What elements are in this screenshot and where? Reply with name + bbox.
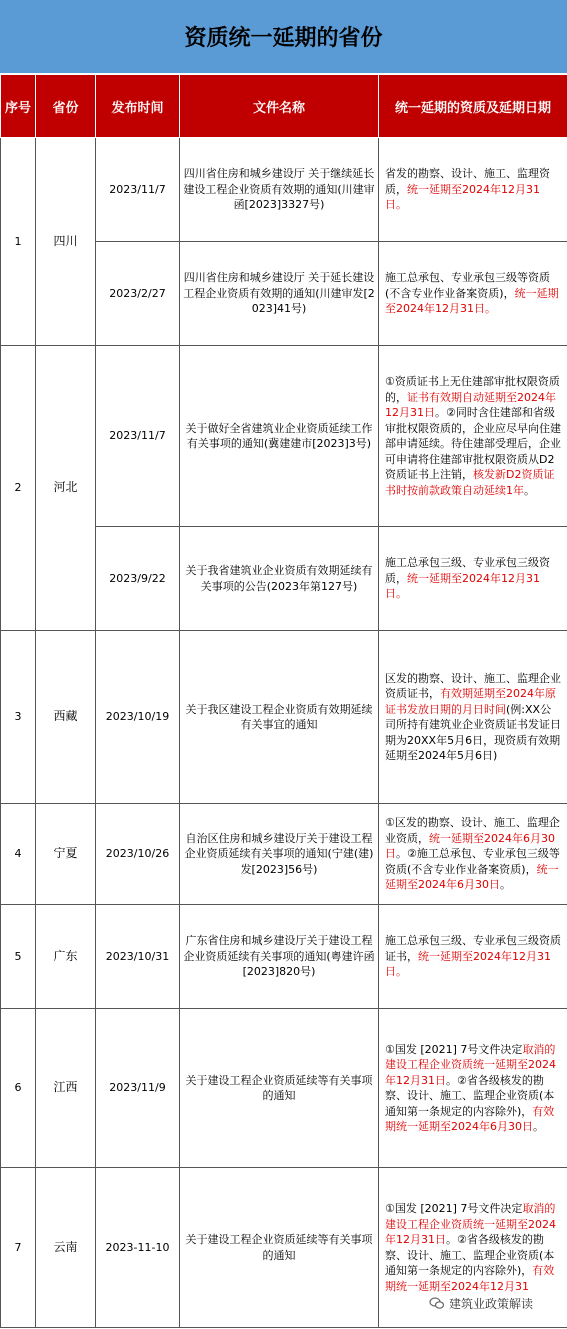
file-name: 关于我区建设工程企业资质有效期延续有关事宜的通知 <box>180 631 379 804</box>
detail-text: 。②施工总承包、专业承包三级等资质(不含专业作业备案资质)， <box>385 847 560 876</box>
extension-details <box>379 905 567 1009</box>
wechat-icon <box>429 1295 445 1311</box>
detail-text: (例:XX公司所持有建筑业企业资质证书发证日期为20XX年5月6日，现资质有效期延期至2024年5月6日) <box>385 702 561 762</box>
watermark <box>425 1293 537 1313</box>
header-province: 省份 <box>36 75 96 138</box>
detail-text: 。②省各级核发的勘察、设计、施工、监理企业资质(本通知第一条规定的内容除外)， <box>385 1073 555 1118</box>
highlight-text: 统一延期至2024年6月30日 <box>385 831 555 861</box>
detail-text: 。 <box>500 878 511 892</box>
publish-date: 2023/10/31 <box>96 905 180 1009</box>
file-name: 关于建设工程企业资质延续等有关事项的通知 <box>180 1168 379 1328</box>
detail-text: ①国发 [2021] 7号文件决定 <box>385 1042 523 1056</box>
detail-text: 施工总承包、专业承包三级等资质(不含专业作业备案资质)， <box>385 271 550 300</box>
province-name: 宁夏 <box>36 804 96 905</box>
detail-text: 。 <box>533 1120 544 1133</box>
highlight-text: 核发新D2资质证书时按前款政策自动延续1年 <box>385 468 555 497</box>
extension-details <box>379 242 567 346</box>
extension-details <box>379 804 567 905</box>
highlight-text: 取消的建设工程企业资质统一延期至2024年12月31日 <box>385 1042 556 1087</box>
file-name: 关于做好全省建筑业企业资质延续工作有关事项的通知(冀建建市[2023]3号) <box>180 346 379 527</box>
row-index: 6 <box>1 1009 36 1168</box>
province-table <box>0 74 567 1328</box>
extension-details <box>379 346 567 527</box>
highlight-text: 统一延期至2024年12月31日。 <box>385 949 551 979</box>
publish-date: 2023/11/7 <box>96 346 180 527</box>
row-index: 2 <box>1 346 36 631</box>
header-extension: 统一延期的资质及延期日期 <box>379 75 567 138</box>
extension-details <box>379 1009 567 1168</box>
table-row <box>1 1009 567 1168</box>
detail-text: ①资质证书上无住建部审批权限资质的， <box>385 375 560 404</box>
header-file: 文件名称 <box>180 75 379 138</box>
extension-details <box>379 631 567 804</box>
row-index: 3 <box>1 631 36 804</box>
row-index: 1 <box>1 138 36 346</box>
extension-details <box>379 527 567 631</box>
row-index: 4 <box>1 804 36 905</box>
publish-date: 2023/9/22 <box>96 527 180 631</box>
table-row <box>1 905 567 1009</box>
highlight-text: 统一延期至2024年6月30日 <box>385 862 559 892</box>
detail-text: 区发的勘察、设计、施工、监理企业资质证书， <box>385 671 561 700</box>
highlight-text: 有效期统一延期至2024年6月30日 <box>385 1104 555 1133</box>
file-name: 关于我省建筑业企业资质有效期延续有关事项的公告(2023年第127号) <box>180 527 379 631</box>
extension-details <box>379 138 567 242</box>
header-date: 发布时间 <box>96 75 180 138</box>
table-row <box>1 346 567 527</box>
province-name: 四川 <box>36 138 96 346</box>
detail-text: 施工总承包三级、专业承包三级资质证书， <box>385 934 561 963</box>
detail-text: ①国发 [2021] 7号文件决定 <box>385 1202 523 1215</box>
page-title: 资质统一延期的省份 <box>0 0 567 74</box>
table-row <box>1 631 567 804</box>
row-index: 7 <box>1 1168 36 1328</box>
highlight-text: 证书有效期自动延期至2024年12月31日 <box>385 390 556 419</box>
province-name: 河北 <box>36 346 96 631</box>
highlight-text: 统一延期至2024年12月31日。 <box>385 286 559 316</box>
header-index: 序号 <box>1 75 36 138</box>
province-name: 云南 <box>36 1168 96 1328</box>
table-row <box>1 138 567 242</box>
highlight-text: 统一延期至2024年12月31日。 <box>385 571 540 601</box>
publish-date: 2023/11/9 <box>96 1009 180 1168</box>
publish-date: 2023/11/7 <box>96 138 180 242</box>
detail-text: 。②同时含住建部和省级审批权限资质的，企业应尽早向住建部申请延续。待住建部受理后，企业可申请将住建部审批权限资质从D2资质证书上注销， <box>385 406 561 481</box>
publish-date: 2023/10/19 <box>96 631 180 804</box>
detail-text: 省发的勘察、设计、施工、监理资质， <box>385 167 550 196</box>
file-name: 自治区住房和城乡建设厅关于建设工程企业资质延续有关事项的通知(宁建(建)发[2023]56号) <box>180 804 379 905</box>
detail-text: 。 <box>524 483 535 497</box>
row-index: 5 <box>1 905 36 1009</box>
publish-date: 2023/2/27 <box>96 242 180 346</box>
detail-text: 施工总承包三级、专业承包三级资质， <box>385 556 550 585</box>
highlight-text: 统一延期至2024年12月31日。 <box>385 182 540 212</box>
highlight-text: 有效期延期至2024年原证书发放日期的月日时间 <box>385 687 556 716</box>
file-name: 关于建设工程企业资质延续等有关事项的通知 <box>180 1009 379 1168</box>
watermark-text: 建筑业政策解读 <box>449 1296 534 1311</box>
publish-date: 2023-11-10 <box>96 1168 180 1328</box>
highlight-text: 取消的建设工程企业资质统一延期至2024年12月31日 <box>385 1202 556 1246</box>
province-name: 江西 <box>36 1009 96 1168</box>
table-row <box>1 804 567 905</box>
province-name: 西藏 <box>36 631 96 804</box>
file-name: 四川省住房和城乡建设厅 关于继续延长建设工程企业资质有效期的通知(川建审函[2023]3327号) <box>180 138 379 242</box>
publish-date: 2023/10/26 <box>96 804 180 905</box>
province-name: 广东 <box>36 905 96 1009</box>
file-name: 四川省住房和城乡建设厅 关于延长建设工程企业资质有效期的通知(川建审发[2023]41号) <box>180 242 379 346</box>
detail-text: 。②省各级核发的勘察、设计、施工、监理企业资质(本通知第一条规定的内容除外)， <box>385 1233 555 1277</box>
header-row <box>1 75 567 138</box>
highlight-text: 有效期统一延期至2024年12月31 <box>385 1264 555 1293</box>
file-name: 广东省住房和城乡建设厅关于建设工程企业资质延续有关事项的通知(粤建许函[2023]820号) <box>180 905 379 1009</box>
detail-text: ①区发的勘察、设计、施工、监理企业资质， <box>385 816 560 845</box>
